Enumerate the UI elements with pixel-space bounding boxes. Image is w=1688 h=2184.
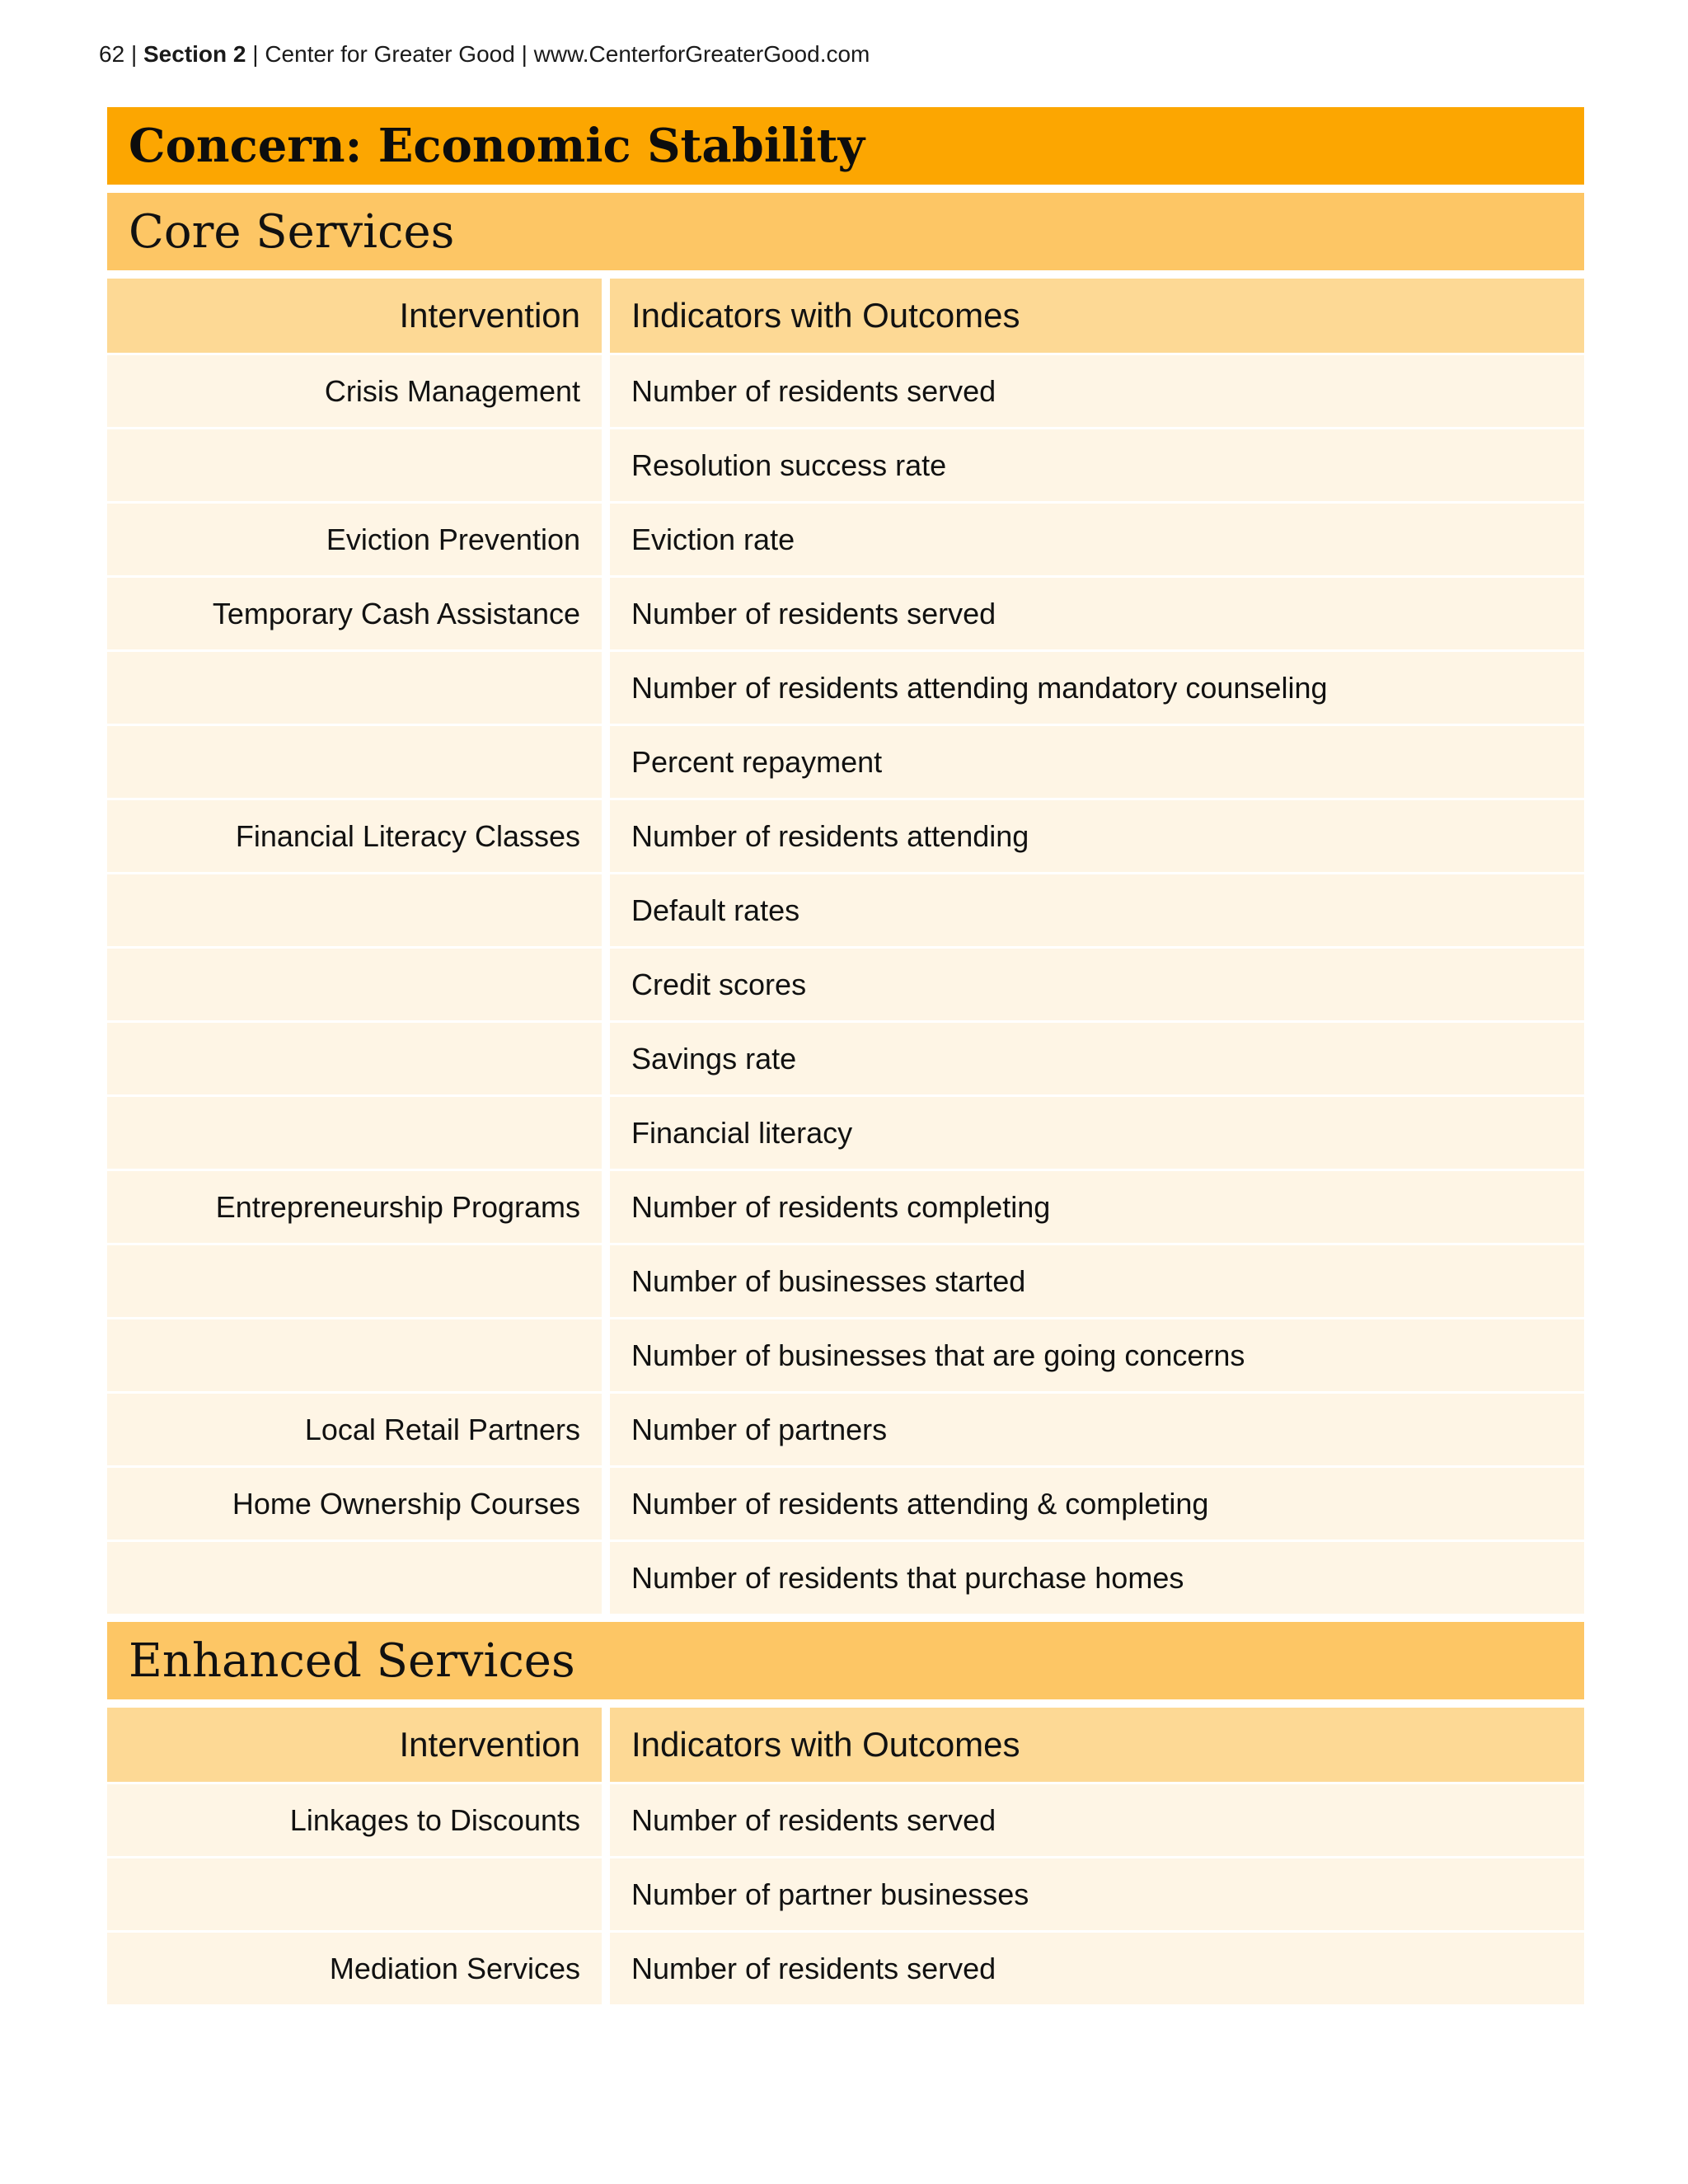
concern-table	[107, 107, 1584, 2004]
section-title: Core Services	[107, 193, 1584, 270]
indicator-cell: Number of residents completing	[610, 1171, 1584, 1243]
indicators-column-header: Indicators with Outcomes	[610, 279, 1584, 353]
intervention-cell	[107, 949, 602, 1020]
intervention-cell	[107, 726, 602, 798]
indicator-cell: Number of residents served	[610, 1933, 1584, 2004]
concern-title: Concern: Economic Stability	[107, 107, 1584, 185]
table-row	[107, 946, 1584, 1020]
intervention-column-header: Intervention	[107, 279, 602, 353]
header-separator: |	[252, 41, 259, 67]
intervention-cell	[107, 874, 602, 946]
table-row	[107, 649, 1584, 724]
section-title: Enhanced Services	[107, 1622, 1584, 1699]
table-row	[107, 872, 1584, 946]
table-row	[107, 1169, 1584, 1243]
page-number: 62	[99, 41, 125, 67]
table-row	[107, 1094, 1584, 1169]
indicator-cell: Number of residents attending	[610, 800, 1584, 872]
indicator-cell: Resolution success rate	[610, 429, 1584, 501]
indicator-cell: Number of businesses that are going concerns	[610, 1319, 1584, 1391]
table-row	[107, 1930, 1584, 2004]
indicator-cell: Number of partner businesses	[610, 1858, 1584, 1930]
indicator-cell: Number of residents served	[610, 1784, 1584, 1856]
column-header-row	[107, 1708, 1584, 1782]
indicator-cell: Default rates	[610, 874, 1584, 946]
intervention-cell: Mediation Services	[107, 1933, 602, 2004]
intervention-cell	[107, 652, 602, 724]
indicator-cell: Number of partners	[610, 1394, 1584, 1465]
intervention-cell	[107, 429, 602, 501]
table-row	[107, 1856, 1584, 1930]
intervention-cell	[107, 1023, 602, 1094]
sections-container	[107, 193, 1584, 2004]
table-row	[107, 353, 1584, 427]
running-header	[99, 38, 870, 71]
intervention-cell: Home Ownership Courses	[107, 1468, 602, 1540]
organization-name: Center for Greater Good	[265, 41, 515, 67]
intervention-cell: Financial Literacy Classes	[107, 800, 602, 872]
website-url: www.CenterforGreaterGood.com	[533, 41, 870, 67]
intervention-cell	[107, 1319, 602, 1391]
table-row	[107, 1020, 1584, 1094]
intervention-cell	[107, 1097, 602, 1169]
intervention-cell: Linkages to Discounts	[107, 1784, 602, 1856]
table-row	[107, 501, 1584, 575]
intervention-cell: Eviction Prevention	[107, 504, 602, 575]
column-header-row	[107, 279, 1584, 353]
intervention-cell	[107, 1542, 602, 1614]
intervention-cell: Crisis Management	[107, 355, 602, 427]
indicator-cell: Number of businesses started	[610, 1245, 1584, 1317]
table-row	[107, 724, 1584, 798]
section-label: Section 2	[143, 41, 246, 67]
indicator-cell: Number of residents served	[610, 578, 1584, 649]
intervention-column-header: Intervention	[107, 1708, 602, 1782]
indicator-cell: Eviction rate	[610, 504, 1584, 575]
indicator-cell: Financial literacy	[610, 1097, 1584, 1169]
table-row	[107, 427, 1584, 501]
intervention-cell: Temporary Cash Assistance	[107, 578, 602, 649]
table-row	[107, 1782, 1584, 1856]
table-row	[107, 1540, 1584, 1614]
table-row	[107, 575, 1584, 649]
indicators-column-header: Indicators with Outcomes	[610, 1708, 1584, 1782]
intervention-cell: Local Retail Partners	[107, 1394, 602, 1465]
indicator-cell: Savings rate	[610, 1023, 1584, 1094]
header-separator: |	[521, 41, 528, 67]
table-row	[107, 1317, 1584, 1391]
indicator-cell: Number of residents that purchase homes	[610, 1542, 1584, 1614]
intervention-cell	[107, 1858, 602, 1930]
indicator-cell: Percent repayment	[610, 726, 1584, 798]
indicator-cell: Number of residents attending mandatory counseling	[610, 652, 1584, 724]
intervention-cell: Entrepreneurship Programs	[107, 1171, 602, 1243]
table-row	[107, 1391, 1584, 1465]
table-row	[107, 1465, 1584, 1540]
table-row	[107, 798, 1584, 872]
header-separator: |	[130, 41, 138, 67]
intervention-cell	[107, 1245, 602, 1317]
indicator-cell: Number of residents attending & completing	[610, 1468, 1584, 1540]
table-row	[107, 1243, 1584, 1317]
indicator-cell: Credit scores	[610, 949, 1584, 1020]
indicator-cell: Number of residents served	[610, 355, 1584, 427]
